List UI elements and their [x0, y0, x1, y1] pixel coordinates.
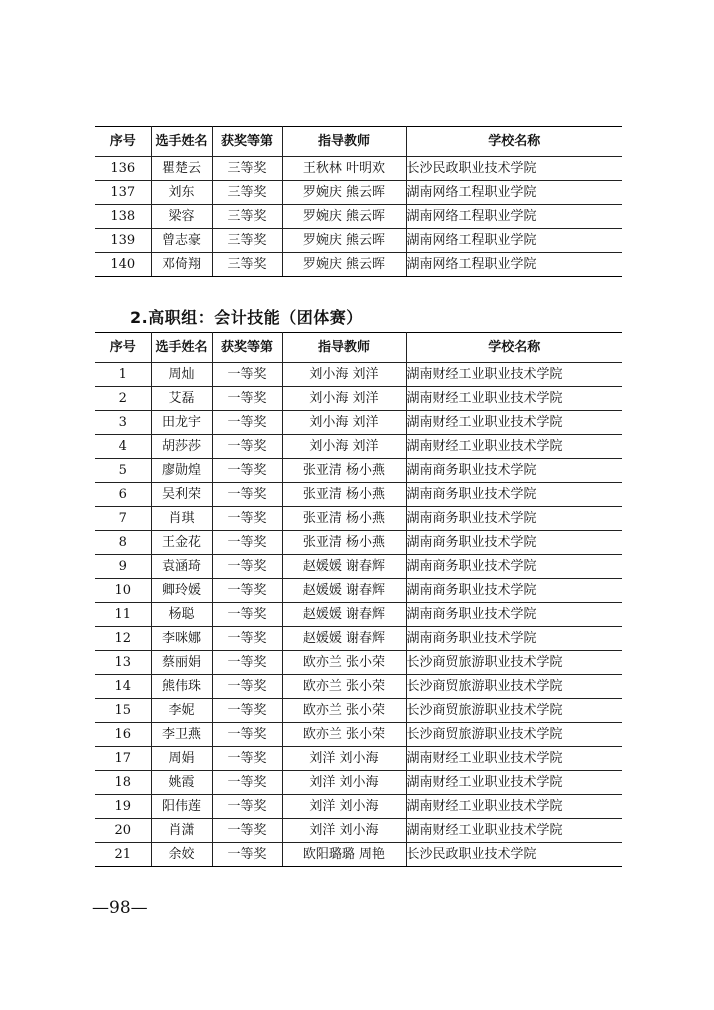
table-row [95, 253, 622, 277]
cell-teacher: 罗婉庆 熊云晖 [282, 253, 406, 277]
cell-name: 李妮 [151, 699, 212, 723]
cell-no: 12 [95, 627, 151, 651]
cell-award: 三等奖 [212, 253, 282, 277]
cell-no: 138 [95, 205, 151, 229]
cell-no: 10 [95, 579, 151, 603]
cell-school: 长沙商贸旅游职业技术学院 [406, 651, 622, 675]
cell-school: 湖南商务职业技术学院 [406, 531, 622, 555]
cell-school: 湖南财经工业职业技术学院 [406, 435, 622, 459]
cell-name: 李卫燕 [151, 723, 212, 747]
table-row [95, 675, 622, 699]
cell-name: 王金花 [151, 531, 212, 555]
cell-teacher: 欧亦兰 张小荣 [282, 675, 406, 699]
cell-teacher: 赵媛媛 谢春辉 [282, 579, 406, 603]
cell-school: 湖南商务职业技术学院 [406, 579, 622, 603]
table-row [95, 795, 622, 819]
cell-award: 一等奖 [212, 699, 282, 723]
cell-teacher: 赵媛媛 谢春辉 [282, 603, 406, 627]
table-row [95, 699, 622, 723]
table-row [95, 603, 622, 627]
cell-no: 4 [95, 435, 151, 459]
cell-award: 一等奖 [212, 435, 282, 459]
table-row [95, 229, 622, 253]
page-number: —98— [92, 898, 148, 918]
cell-name: 卿玲媛 [151, 579, 212, 603]
cell-no: 1 [95, 363, 151, 387]
cell-name: 熊伟珠 [151, 675, 212, 699]
table-header-row [95, 333, 622, 363]
table-row [95, 579, 622, 603]
cell-award: 一等奖 [212, 555, 282, 579]
cell-teacher: 王秋林 叶明欢 [282, 157, 406, 181]
table-row [95, 363, 622, 387]
table-row [95, 651, 622, 675]
cell-award: 一等奖 [212, 747, 282, 771]
header-name: 选手姓名 [151, 127, 212, 157]
header-name: 选手姓名 [151, 333, 212, 363]
cell-no: 6 [95, 483, 151, 507]
cell-teacher: 欧亦兰 张小荣 [282, 651, 406, 675]
table-row [95, 723, 622, 747]
cell-teacher: 刘洋 刘小海 [282, 747, 406, 771]
cell-name: 梁容 [151, 205, 212, 229]
cell-no: 7 [95, 507, 151, 531]
cell-name: 余姣 [151, 843, 212, 867]
cell-award: 一等奖 [212, 819, 282, 843]
cell-school: 湖南财经工业职业技术学院 [406, 747, 622, 771]
cell-no: 136 [95, 157, 151, 181]
cell-teacher: 欧亦兰 张小荣 [282, 723, 406, 747]
cell-name: 李咪娜 [151, 627, 212, 651]
header-award: 获奖等第 [212, 127, 282, 157]
cell-name: 胡莎莎 [151, 435, 212, 459]
cell-award: 一等奖 [212, 627, 282, 651]
cell-school: 长沙商贸旅游职业技术学院 [406, 723, 622, 747]
cell-no: 16 [95, 723, 151, 747]
cell-award: 一等奖 [212, 723, 282, 747]
cell-no: 13 [95, 651, 151, 675]
cell-award: 一等奖 [212, 411, 282, 435]
table-row [95, 459, 622, 483]
table-header-row [95, 127, 622, 157]
cell-name: 曾志豪 [151, 229, 212, 253]
cell-no: 5 [95, 459, 151, 483]
cell-no: 3 [95, 411, 151, 435]
cell-name: 姚霞 [151, 771, 212, 795]
cell-school: 湖南财经工业职业技术学院 [406, 771, 622, 795]
header-school: 学校名称 [406, 127, 622, 157]
cell-no: 11 [95, 603, 151, 627]
cell-award: 一等奖 [212, 387, 282, 411]
cell-name: 周娟 [151, 747, 212, 771]
table-row [95, 843, 622, 867]
cell-no: 18 [95, 771, 151, 795]
awards-table-team [95, 332, 622, 867]
table-row [95, 555, 622, 579]
header-award: 获奖等第 [212, 333, 282, 363]
table-row [95, 507, 622, 531]
table-row [95, 205, 622, 229]
cell-no: 14 [95, 675, 151, 699]
cell-award: 三等奖 [212, 205, 282, 229]
cell-teacher: 张亚清 杨小燕 [282, 531, 406, 555]
cell-award: 一等奖 [212, 603, 282, 627]
header-no: 序号 [95, 127, 151, 157]
cell-name: 杨聪 [151, 603, 212, 627]
table-row [95, 483, 622, 507]
cell-teacher: 刘洋 刘小海 [282, 795, 406, 819]
table-row [95, 771, 622, 795]
cell-no: 19 [95, 795, 151, 819]
header-teacher: 指导教师 [282, 333, 406, 363]
cell-award: 一等奖 [212, 651, 282, 675]
cell-award: 三等奖 [212, 181, 282, 205]
cell-teacher: 刘小海 刘洋 [282, 387, 406, 411]
awards-table-continued [95, 126, 622, 277]
cell-name: 肖琪 [151, 507, 212, 531]
cell-school: 湖南网络工程职业学院 [406, 229, 622, 253]
cell-award: 一等奖 [212, 363, 282, 387]
cell-award: 一等奖 [212, 771, 282, 795]
cell-teacher: 刘小海 刘洋 [282, 363, 406, 387]
cell-school: 湖南商务职业技术学院 [406, 603, 622, 627]
cell-no: 137 [95, 181, 151, 205]
table-row [95, 747, 622, 771]
cell-name: 田龙宇 [151, 411, 212, 435]
cell-school: 湖南商务职业技术学院 [406, 507, 622, 531]
cell-award: 一等奖 [212, 531, 282, 555]
cell-award: 一等奖 [212, 843, 282, 867]
cell-award: 一等奖 [212, 795, 282, 819]
table-row [95, 181, 622, 205]
cell-teacher: 刘小海 刘洋 [282, 435, 406, 459]
cell-teacher: 罗婉庆 熊云晖 [282, 205, 406, 229]
cell-award: 三等奖 [212, 229, 282, 253]
cell-award: 三等奖 [212, 157, 282, 181]
header-teacher: 指导教师 [282, 127, 406, 157]
table-row [95, 387, 622, 411]
cell-no: 140 [95, 253, 151, 277]
table-row [95, 435, 622, 459]
cell-award: 一等奖 [212, 675, 282, 699]
cell-award: 一等奖 [212, 579, 282, 603]
cell-name: 阳伟莲 [151, 795, 212, 819]
cell-no: 15 [95, 699, 151, 723]
cell-name: 肖潇 [151, 819, 212, 843]
cell-teacher: 罗婉庆 熊云晖 [282, 181, 406, 205]
cell-no: 8 [95, 531, 151, 555]
cell-award: 一等奖 [212, 459, 282, 483]
cell-school: 湖南商务职业技术学院 [406, 483, 622, 507]
cell-school: 长沙商贸旅游职业技术学院 [406, 699, 622, 723]
cell-school: 湖南商务职业技术学院 [406, 459, 622, 483]
cell-no: 21 [95, 843, 151, 867]
cell-award: 一等奖 [212, 483, 282, 507]
cell-no: 9 [95, 555, 151, 579]
table-row [95, 157, 622, 181]
cell-school: 湖南财经工业职业技术学院 [406, 387, 622, 411]
cell-school: 湖南网络工程职业学院 [406, 205, 622, 229]
cell-name: 周灿 [151, 363, 212, 387]
cell-no: 139 [95, 229, 151, 253]
header-no: 序号 [95, 333, 151, 363]
cell-name: 瞿楚云 [151, 157, 212, 181]
cell-name: 吴利荣 [151, 483, 212, 507]
table-row [95, 531, 622, 555]
cell-teacher: 欧亦兰 张小荣 [282, 699, 406, 723]
cell-school: 湖南财经工业职业技术学院 [406, 411, 622, 435]
cell-school: 湖南网络工程职业学院 [406, 253, 622, 277]
cell-teacher: 罗婉庆 熊云晖 [282, 229, 406, 253]
cell-teacher: 刘洋 刘小海 [282, 771, 406, 795]
section-heading: 2.高职组：会计技能（团体赛） [130, 308, 363, 327]
cell-school: 长沙民政职业技术学院 [406, 843, 622, 867]
cell-name: 艾磊 [151, 387, 212, 411]
cell-teacher: 刘洋 刘小海 [282, 819, 406, 843]
table-row [95, 411, 622, 435]
cell-school: 长沙商贸旅游职业技术学院 [406, 675, 622, 699]
cell-no: 2 [95, 387, 151, 411]
cell-teacher: 张亚清 杨小燕 [282, 459, 406, 483]
cell-name: 廖勋煌 [151, 459, 212, 483]
cell-school: 湖南网络工程职业学院 [406, 181, 622, 205]
header-school: 学校名称 [406, 333, 622, 363]
cell-school: 长沙民政职业技术学院 [406, 157, 622, 181]
cell-teacher: 刘小海 刘洋 [282, 411, 406, 435]
cell-name: 刘东 [151, 181, 212, 205]
cell-name: 邓倚翔 [151, 253, 212, 277]
cell-teacher: 赵媛媛 谢春辉 [282, 555, 406, 579]
cell-no: 20 [95, 819, 151, 843]
cell-teacher: 欧阳璐璐 周艳 [282, 843, 406, 867]
cell-school: 湖南财经工业职业技术学院 [406, 819, 622, 843]
cell-school: 湖南财经工业职业技术学院 [406, 363, 622, 387]
cell-name: 蔡丽娟 [151, 651, 212, 675]
cell-name: 袁涵琦 [151, 555, 212, 579]
cell-school: 湖南商务职业技术学院 [406, 627, 622, 651]
cell-teacher: 张亚清 杨小燕 [282, 507, 406, 531]
table-row [95, 627, 622, 651]
cell-award: 一等奖 [212, 507, 282, 531]
cell-teacher: 张亚清 杨小燕 [282, 483, 406, 507]
cell-school: 湖南财经工业职业技术学院 [406, 795, 622, 819]
cell-no: 17 [95, 747, 151, 771]
cell-teacher: 赵媛媛 谢春辉 [282, 627, 406, 651]
table-row [95, 819, 622, 843]
cell-school: 湖南商务职业技术学院 [406, 555, 622, 579]
